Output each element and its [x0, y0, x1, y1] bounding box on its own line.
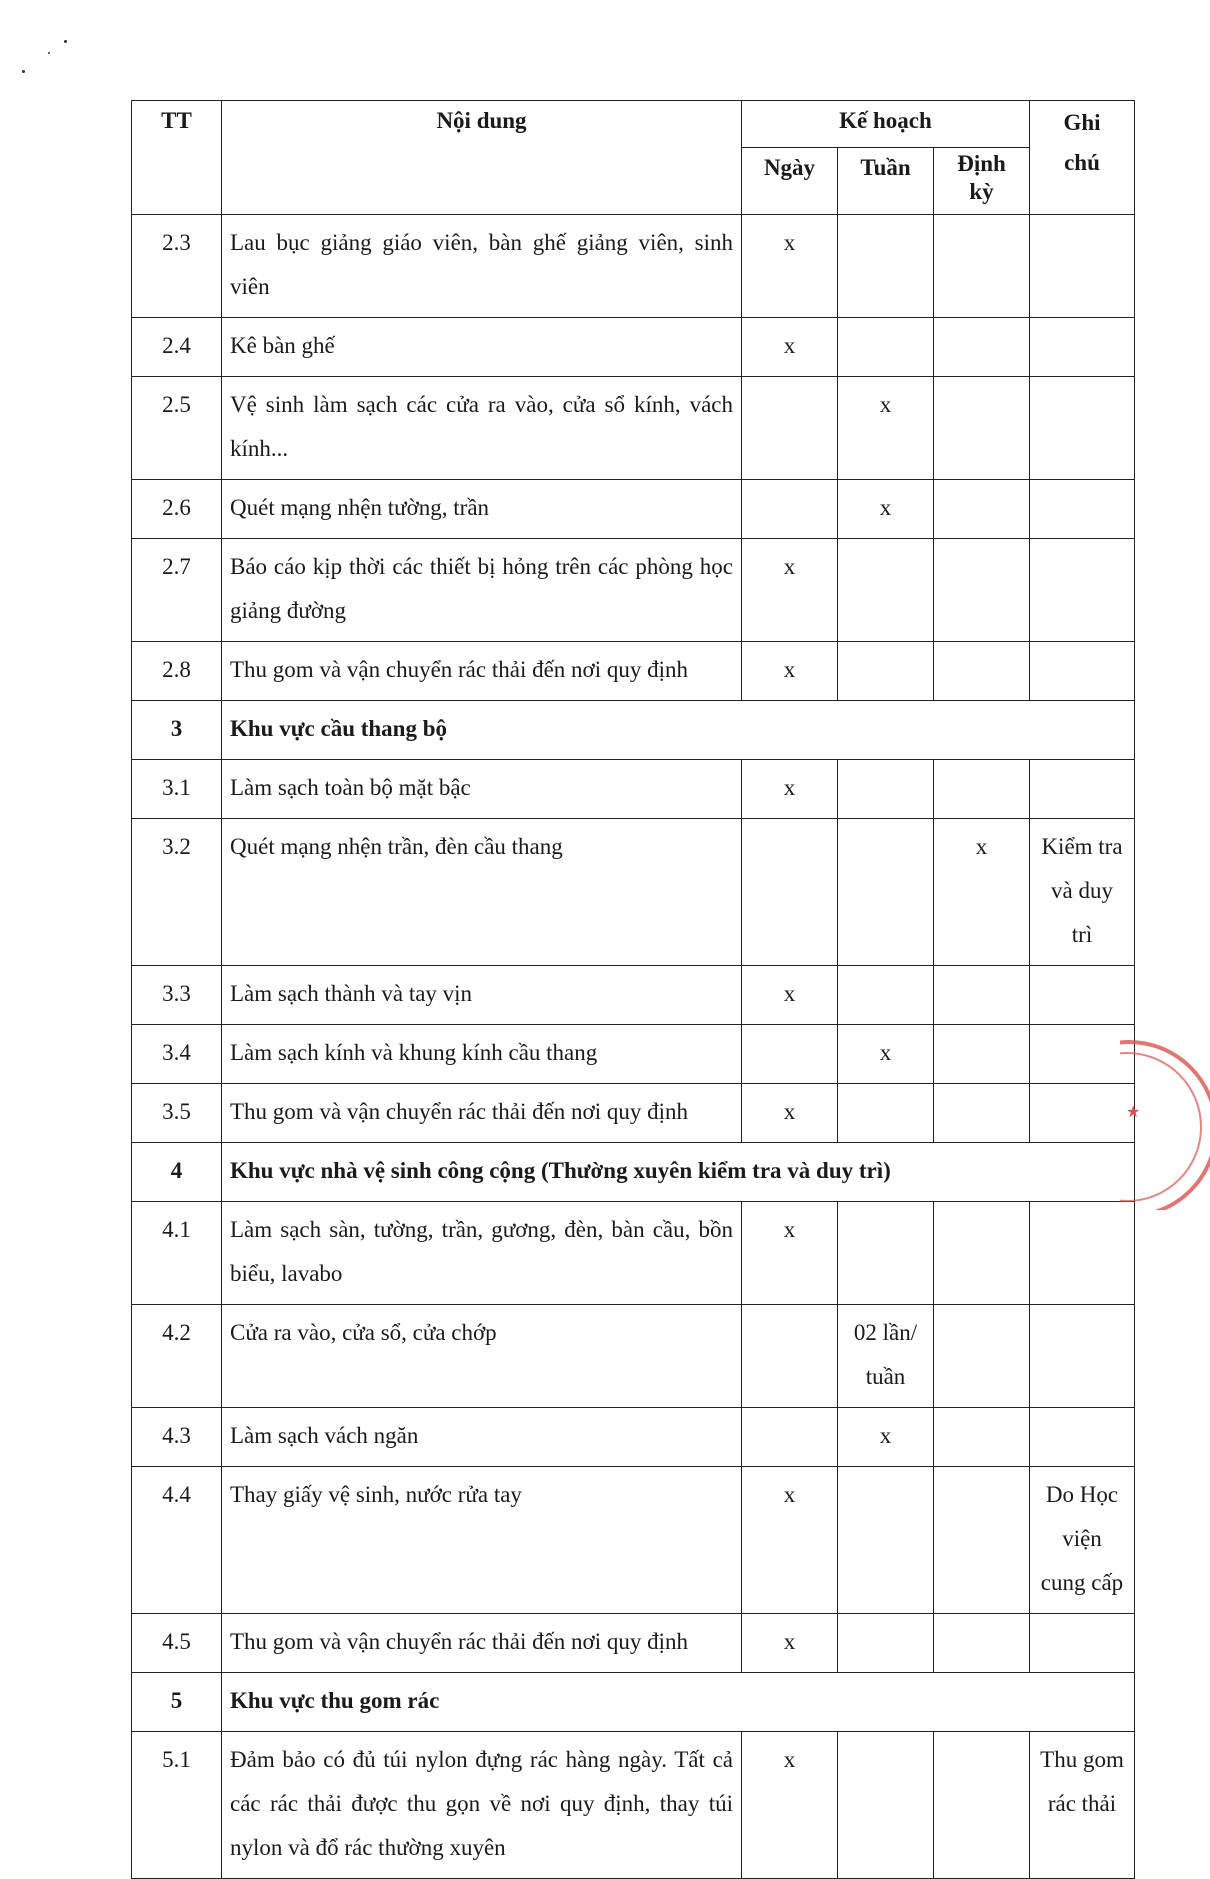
- row-week-mark: [838, 1732, 934, 1879]
- row-note: [1030, 215, 1135, 318]
- row-content: Đảm bảo có đủ túi nylon đựng rác hàng ngày. Tất cả các rác thải được thu gọn về nơi quy định, thay túi nylon và đổ rác thường xuyên: [222, 1732, 742, 1879]
- section-title: Khu vực cầu thang bộ: [222, 701, 1135, 760]
- row-periodic-mark: [934, 1025, 1030, 1084]
- row-content: Thu gom và vận chuyển rác thải đến nơi quy định: [222, 1084, 742, 1143]
- row-note: [1030, 1305, 1135, 1408]
- row-day-mark: x: [742, 1614, 838, 1673]
- row-tt: 3.5: [132, 1084, 222, 1143]
- row-week-mark: [838, 760, 934, 819]
- row-tt: 4.5: [132, 1614, 222, 1673]
- row-tt: 2.6: [132, 480, 222, 539]
- row-periodic-mark: [934, 1202, 1030, 1305]
- row-periodic-mark: [934, 760, 1030, 819]
- row-week-mark: [838, 1467, 934, 1614]
- table-row: [132, 760, 1135, 819]
- row-content: Cửa ra vào, cửa sổ, cửa chớp: [222, 1305, 742, 1408]
- row-day-mark: [742, 1305, 838, 1408]
- row-week-mark: 02 lần/ tuần: [838, 1305, 934, 1408]
- row-periodic-mark: [934, 377, 1030, 480]
- row-tt: 4.4: [132, 1467, 222, 1614]
- header-week: Tuần: [838, 148, 934, 215]
- row-content: Làm sạch sàn, tường, trần, gương, đèn, bàn cầu, bồn biểu, lavabo: [222, 1202, 742, 1305]
- row-week-mark: [838, 1084, 934, 1143]
- row-day-mark: x: [742, 1467, 838, 1614]
- header-content: Nội dung: [222, 101, 742, 215]
- row-note: [1030, 377, 1135, 480]
- table-row: [132, 1202, 1135, 1305]
- official-seal: [1120, 1040, 1210, 1210]
- row-note: Do Học viện cung cấp: [1030, 1467, 1135, 1614]
- table-header-row: [132, 101, 1135, 148]
- section-row: [132, 1143, 1135, 1202]
- row-tt: 3: [132, 701, 222, 760]
- row-content: Làm sạch thành và tay vịn: [222, 966, 742, 1025]
- row-tt: 5.1: [132, 1732, 222, 1879]
- row-note: [1030, 480, 1135, 539]
- table-row: [132, 1732, 1135, 1879]
- row-week-mark: [838, 642, 934, 701]
- row-periodic-mark: [934, 539, 1030, 642]
- row-day-mark: x: [742, 642, 838, 701]
- row-note: [1030, 966, 1135, 1025]
- table-row: [132, 1408, 1135, 1467]
- row-content: Thay giấy vệ sinh, nước rửa tay: [222, 1467, 742, 1614]
- row-tt: 2.3: [132, 215, 222, 318]
- table-row: [132, 1467, 1135, 1614]
- row-day-mark: [742, 819, 838, 966]
- table-row: [132, 642, 1135, 701]
- row-content: Thu gom và vận chuyển rác thải đến nơi quy định: [222, 1614, 742, 1673]
- row-periodic-mark: [934, 1732, 1030, 1879]
- row-periodic-mark: x: [934, 819, 1030, 966]
- row-day-mark: x: [742, 215, 838, 318]
- row-periodic-mark: [934, 642, 1030, 701]
- header-day: Ngày: [742, 148, 838, 215]
- row-tt: 3.1: [132, 760, 222, 819]
- row-content: Quét mạng nhện trần, đèn cầu thang: [222, 819, 742, 966]
- row-tt: 4: [132, 1143, 222, 1202]
- row-tt: 4.3: [132, 1408, 222, 1467]
- row-tt: 3.3: [132, 966, 222, 1025]
- row-day-mark: x: [742, 1202, 838, 1305]
- section-row: [132, 1673, 1135, 1732]
- row-day-mark: x: [742, 760, 838, 819]
- row-periodic-mark: [934, 480, 1030, 539]
- scan-specks: [20, 40, 80, 80]
- row-week-mark: [838, 318, 934, 377]
- row-tt: 2.7: [132, 539, 222, 642]
- section-row: [132, 701, 1135, 760]
- row-content: Làm sạch toàn bộ mặt bậc: [222, 760, 742, 819]
- row-week-mark: x: [838, 377, 934, 480]
- row-week-mark: [838, 1614, 934, 1673]
- table-row: [132, 539, 1135, 642]
- cleaning-plan-table: [131, 100, 1135, 1879]
- row-content: Kê bàn ghế: [222, 318, 742, 377]
- row-day-mark: [742, 377, 838, 480]
- table-row: [132, 215, 1135, 318]
- row-tt: 3.2: [132, 819, 222, 966]
- row-week-mark: x: [838, 480, 934, 539]
- table-row: [132, 1614, 1135, 1673]
- section-title: Khu vực thu gom rác: [222, 1673, 1135, 1732]
- header-plan: Kế hoạch: [742, 101, 1030, 148]
- row-note: Thu gom rác thải: [1030, 1732, 1135, 1879]
- row-week-mark: x: [838, 1025, 934, 1084]
- row-day-mark: [742, 1408, 838, 1467]
- row-note: [1030, 1084, 1135, 1143]
- row-tt: 2.4: [132, 318, 222, 377]
- row-content: Vệ sinh làm sạch các cửa ra vào, cửa sổ kính, vách kính...: [222, 377, 742, 480]
- header-tt: TT: [132, 101, 222, 215]
- row-content: Làm sạch vách ngăn: [222, 1408, 742, 1467]
- row-week-mark: [838, 215, 934, 318]
- row-note: [1030, 1202, 1135, 1305]
- row-note: [1030, 642, 1135, 701]
- header-note: [1030, 101, 1135, 215]
- table-row: [132, 1025, 1135, 1084]
- row-note: [1030, 1614, 1135, 1673]
- table-row: [132, 819, 1135, 966]
- row-week-mark: [838, 1202, 934, 1305]
- header-periodic: [934, 148, 1030, 215]
- seal-star-icon: ★: [1126, 1102, 1141, 1121]
- row-week-mark: [838, 819, 934, 966]
- row-note: Kiểm tra và duy trì: [1030, 819, 1135, 966]
- header-note-label: Ghi chú: [1063, 110, 1101, 175]
- row-periodic-mark: [934, 318, 1030, 377]
- row-week-mark: [838, 539, 934, 642]
- row-periodic-mark: [934, 1614, 1030, 1673]
- row-periodic-mark: [934, 966, 1030, 1025]
- row-content: Lau bục giảng giáo viên, bàn ghế giảng viên, sinh viên: [222, 215, 742, 318]
- row-tt: 4.2: [132, 1305, 222, 1408]
- row-day-mark: x: [742, 318, 838, 377]
- row-note: [1030, 760, 1135, 819]
- table-row: [132, 966, 1135, 1025]
- table-row: [132, 480, 1135, 539]
- row-tt: 3.4: [132, 1025, 222, 1084]
- row-day-mark: [742, 480, 838, 539]
- row-day-mark: [742, 1025, 838, 1084]
- row-tt: 2.8: [132, 642, 222, 701]
- table-row: [132, 1305, 1135, 1408]
- row-day-mark: x: [742, 1084, 838, 1143]
- row-periodic-mark: [934, 1084, 1030, 1143]
- row-day-mark: x: [742, 1732, 838, 1879]
- row-note: [1030, 539, 1135, 642]
- row-note: [1030, 1408, 1135, 1467]
- row-tt: 5: [132, 1673, 222, 1732]
- row-content: Quét mạng nhện tường, trần: [222, 480, 742, 539]
- section-title: Khu vực nhà vệ sinh công cộng (Thường xuyên kiểm tra và duy trì): [222, 1143, 1135, 1202]
- row-note: [1030, 1025, 1135, 1084]
- row-week-mark: x: [838, 1408, 934, 1467]
- row-periodic-mark: [934, 215, 1030, 318]
- header-periodic-label: Định kỳ: [957, 151, 1006, 204]
- row-periodic-mark: [934, 1467, 1030, 1614]
- row-periodic-mark: [934, 1305, 1030, 1408]
- row-content: Báo cáo kịp thời các thiết bị hỏng trên các phòng học giảng đường: [222, 539, 742, 642]
- row-periodic-mark: [934, 1408, 1030, 1467]
- row-week-mark: [838, 966, 934, 1025]
- row-tt: 4.1: [132, 1202, 222, 1305]
- table-row: [132, 1084, 1135, 1143]
- row-day-mark: x: [742, 966, 838, 1025]
- row-content: Làm sạch kính và khung kính cầu thang: [222, 1025, 742, 1084]
- row-day-mark: x: [742, 539, 838, 642]
- table-row: [132, 377, 1135, 480]
- row-content: Thu gom và vận chuyển rác thải đến nơi quy định: [222, 642, 742, 701]
- row-note: [1030, 318, 1135, 377]
- table-row: [132, 318, 1135, 377]
- row-tt: 2.5: [132, 377, 222, 480]
